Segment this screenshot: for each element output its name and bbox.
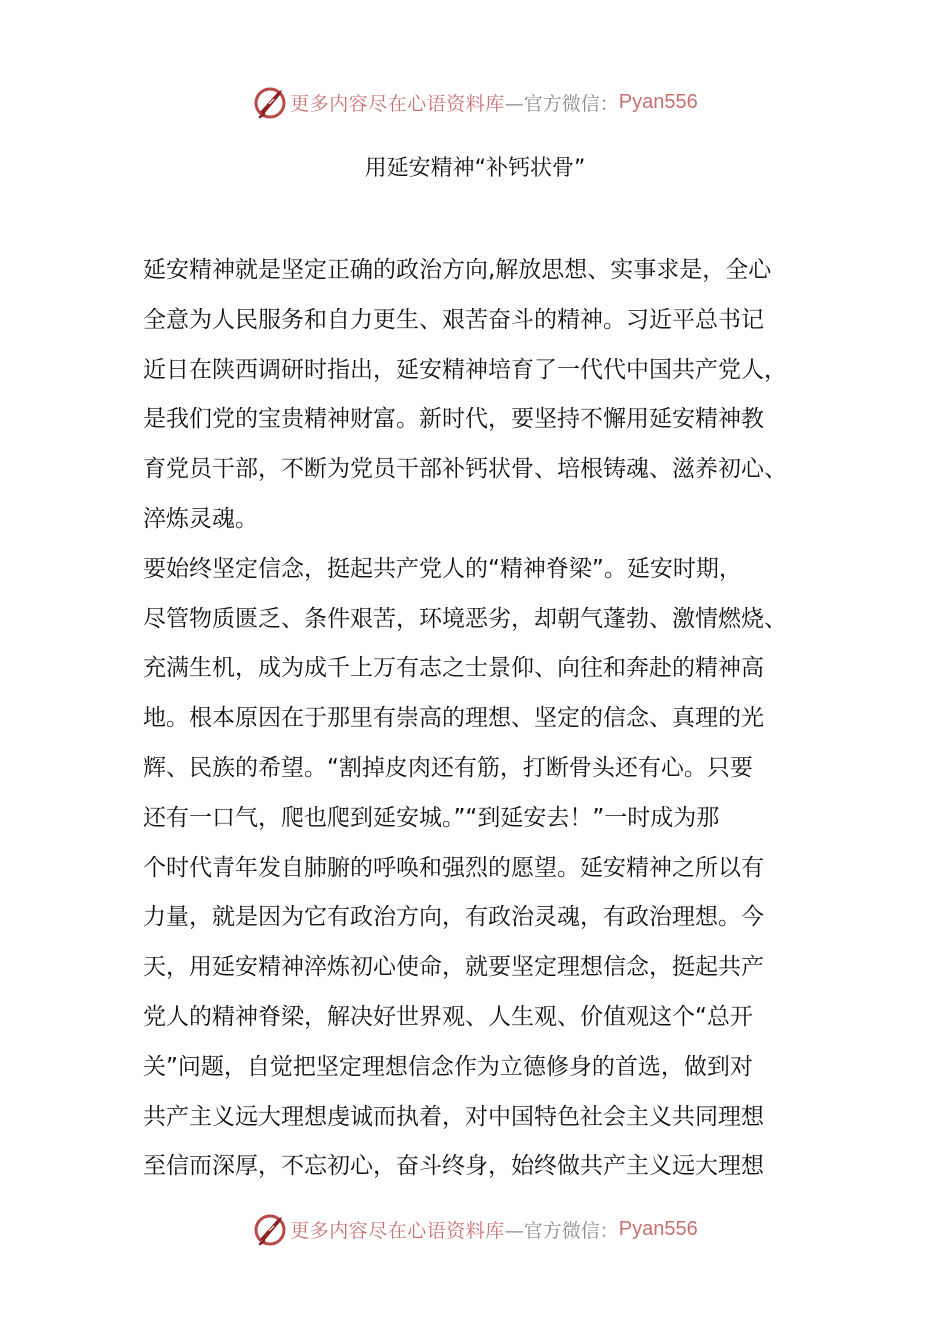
footer-banner-content bbox=[252, 1211, 698, 1247]
body-line: 育党员干部，不断为党员干部补钙状骨、培根铸魂、滋养初心、 bbox=[143, 456, 787, 483]
body-line: 辉、民族的希望。“割掉皮肉还有筋，打断骨头还有心。只要 bbox=[143, 754, 753, 781]
document-body bbox=[143, 246, 833, 1192]
footer-wechat-id: Pyan556 bbox=[618, 1217, 698, 1240]
body-line: 全意为人民服务和自力更生、艰苦奋斗的精神。习近平总书记 bbox=[143, 306, 764, 333]
body-line: 力量，就是因为它有政治方向，有政治灵魂，有政治理想。今 bbox=[143, 904, 764, 931]
footer-slogan: 更多内容尽在心语资料库 bbox=[290, 1219, 505, 1242]
header-banner bbox=[0, 80, 950, 124]
banner-wechat-label: —官方微信： bbox=[504, 92, 619, 115]
body-line: 近日在陕西调研时指出，延安精神培育了一代代中国共产党人， bbox=[143, 356, 787, 383]
quill-pen-logo-icon bbox=[252, 84, 288, 120]
banner-slogan: 更多内容尽在心语资料库 bbox=[290, 92, 505, 115]
quill-pen-logo-icon bbox=[252, 1211, 288, 1247]
body-line: 党人的精神脊梁，解决好世界观、人生观、价值观这个“总开 bbox=[143, 1003, 753, 1030]
body-line: 要始终坚定信念，挺起共产党人的“精神脊梁”。延安时期， bbox=[143, 555, 742, 582]
header-banner-content bbox=[252, 84, 698, 120]
body-line: 充满生机，成为成千上万有志之士景仰、向往和奔赴的精神高 bbox=[143, 655, 764, 682]
body-line: 共产主义远大理想虔诚而执着，对中国特色社会主义共同理想 bbox=[143, 1103, 764, 1130]
body-line: 至信而深厚，不忘初心，奋斗终身，始终做共产主义远大理想 bbox=[143, 1153, 764, 1180]
body-line: 淬炼灵魂。 bbox=[143, 505, 258, 532]
body-line: 天，用延安精神淬炼初心使命，就要坚定理想信念，挺起共产 bbox=[143, 954, 764, 981]
body-line: 延安精神就是坚定正确的政治方向,解放思想、实事求是，全心 bbox=[143, 257, 772, 283]
body-line: 地。根本原因在于那里有崇高的理想、坚定的信念、真理的光 bbox=[143, 705, 764, 732]
footer-banner bbox=[0, 1207, 950, 1251]
body-line: 个时代青年发自肺腑的呼唤和强烈的愿望。延安精神之所以有 bbox=[143, 854, 764, 881]
document-title: 用延安精神“补钙状骨” bbox=[364, 156, 586, 181]
body-line: 是我们党的宝贵精神财富。新时代，要坚持不懈用延安精神教 bbox=[143, 406, 764, 433]
body-line: 关”问题，自觉把坚定理想信念作为立德修身的首选，做到对 bbox=[143, 1053, 753, 1080]
body-line: 尽管物质匮乏、条件艰苦，环境恶劣，却朝气蓬勃、激情燃烧、 bbox=[143, 605, 787, 632]
body-line: 还有一口气，爬也爬到延安城。”“到延安去！”一时成为那 bbox=[143, 804, 720, 831]
banner-wechat-id: Pyan556 bbox=[618, 90, 698, 113]
footer-wechat-label: —官方微信： bbox=[504, 1219, 619, 1242]
